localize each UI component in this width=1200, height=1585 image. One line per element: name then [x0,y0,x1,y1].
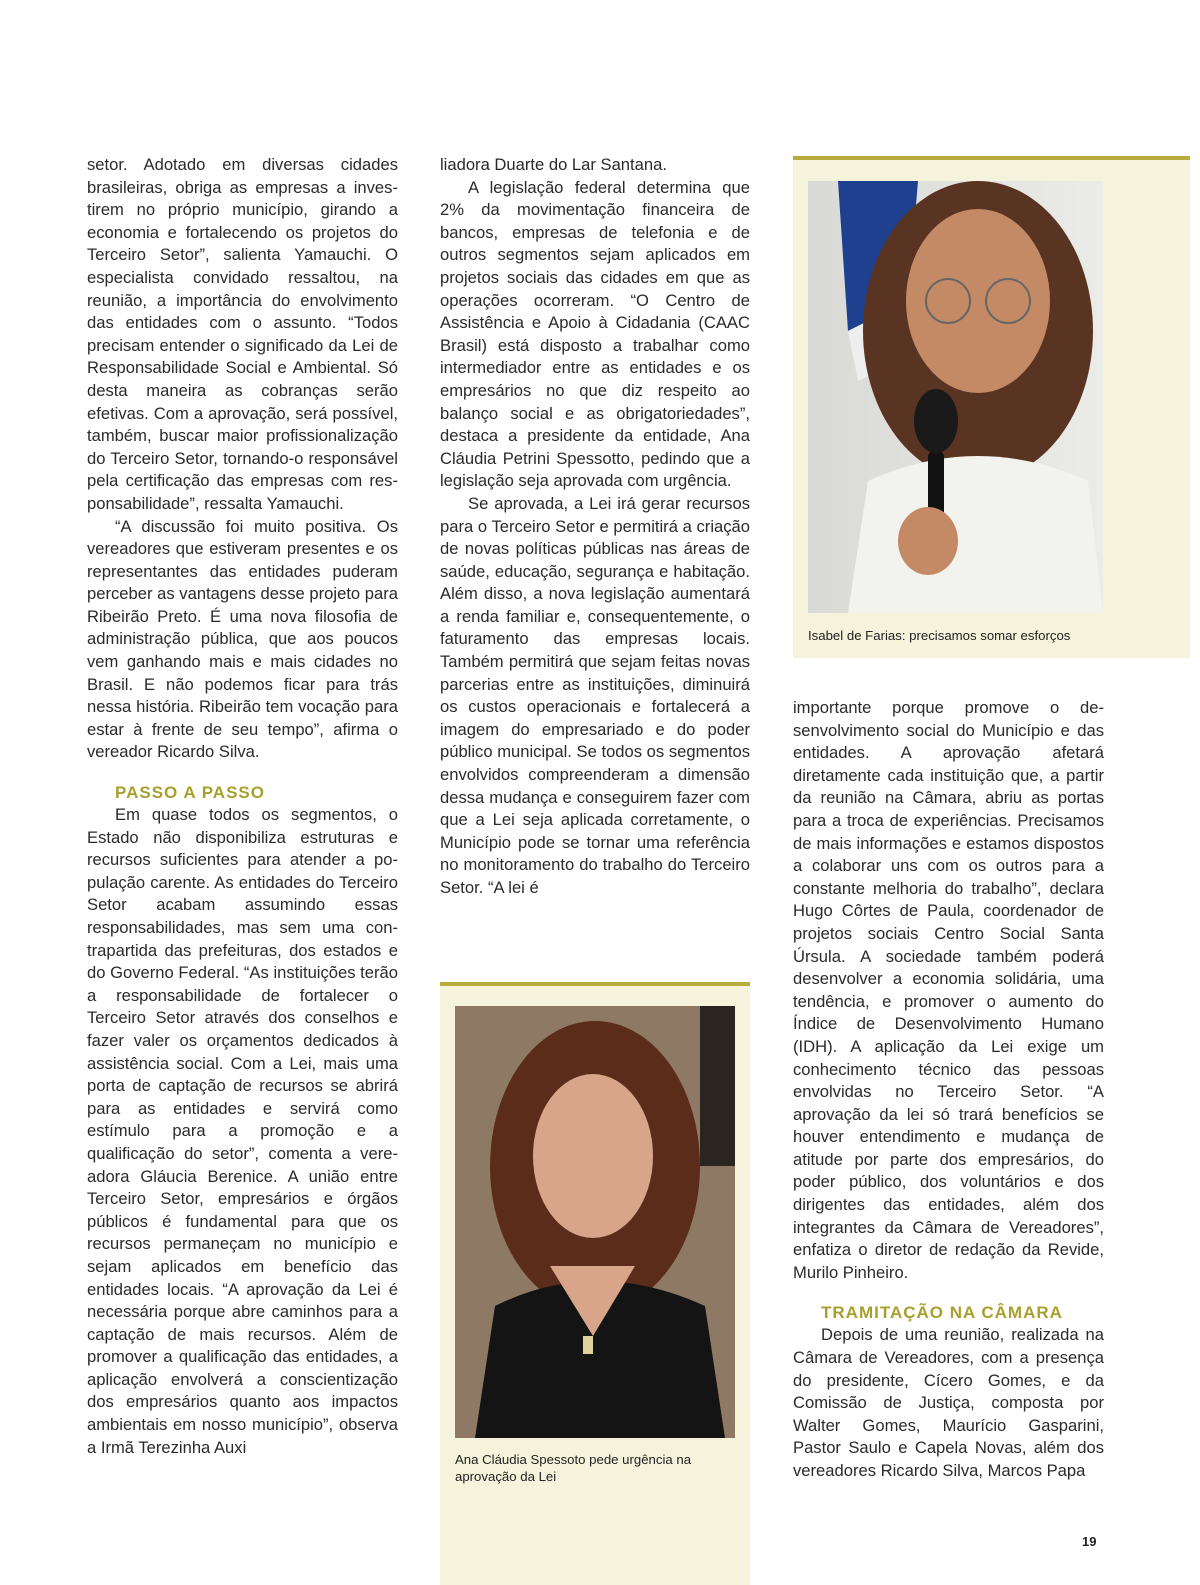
paragraph: importante porque promove o desenvolvimento social do Município e das entidades. A aprovação afetará diretamente cada instituição que, a partir da reunião na Câmara, abriu as portas para a troca de experiências. Precisamos de mais informações e estamos dispostos a colaborar uns com os outros para a constante melhoria do trabalho”, declara Hugo Côrtes de Paula, coordenador de projetos sociais Centro Social Santa Úrsula. A sociedade também poderá desenvolver a economia solidária, uma tendência, e promover o aumento do Índice de Desenvolvimento Humano (IDH). A aplicação da Lei exige um conhecimento técnico das pessoas envolvidas no Terceiro Setor. “A aprovação da lei só trará benefícios se houver entendimento e mudança de atitude por parte dos empresários, do poder público, dos voluntários e dos dirigentes das entidades, além dos integrantes da Câmara de Vereadores”, enfatiza o diretor de redação da Revide, Murilo Pinheiro. [793,698,1104,1282]
paragraph: A legislação federal determina que 2% da movimentação financeira de bancos, empresas de telefonia e de outros segmentos sejam aplicados em projetos sociais das cidades em que as operações ocorreram. “O Centro de Assistência e Apoio à Cidadania (CAAC Brasil) está disposto a trabalhar como intermediador entre as entidades e os empresários no que diz respeito ao balanço social e as obrigatoriedades”, destaca a presidente da entidade, Ana Cláudia Petrini Spessotto, pedindo que a legislação seja aprovada com urgência. [440,177,750,491]
article-column-3 [793,697,1104,1483]
article-column-1 [87,154,398,1459]
paragraph: setor. Adotado em diversas cidades brasileiras, obriga as empresas a investirem no próprio município, girando a economia e fortalecendo os projetos do Terceiro Setor”, salienta Yamauchi. O especialista convidado ressaltou, na reunião, a importância do envolvimento das entidades com o assunto. “Todos precisam entender o significado da Lei de Responsabilidade Social e Ambiental. Só desta maneira as cobranças serão efetivas. Com a aprovação, será possível, também, buscar maior profissionalização do Terceiro Setor, tornando-o responsável pela certificação das empresas com responsabilidade”, ressalta Yamauchi. [87,155,398,513]
article-column-2 [440,154,750,900]
paragraph: “A discussão foi muito positiva. Os vereadores que estiveram presentes e os representantes das entidades puderam perceber as vantagens desse projeto para Ribeirão Preto. É uma nova filosofia de administração pública, que aos poucos vem ganhando mais e mais cidades no Brasil. E não podemos ficar para trás nessa história. Ribeirão tem vocação para estar à frente de seu tempo”, afirma o vereador Ricardo Silva. [87,516,398,762]
paragraph: Em quase todos os segmentos, o Estado não disponibiliza estruturas e recursos suficientes para atender a população carente. As entidades do Terceiro Setor acabam assumindo essas responsabilidades, mas sem uma contrapartida das prefeituras, dos estados e do Governo Federal. “As instituições terão a responsabilidade de fortalecer o Terceiro Setor através dos conselhos e fazer valer os orçamentos dedicados à assistência social. Com a Lei, mais uma porta de captação de recursos se abrirá para as entidades e servirá como estímulo para a promoção e a qualificação do setor”, comenta a vereadora Gláucia Berenice. A união entre Terceiro Setor, empresários e órgãos públicos é fundamental para que os recursos permaneçam no município e sejam aplicados em benefício das entidades locais. “A aprovação da Lei é necessária porque abre caminhos para a captação de mais recursos. Além de promover a qualificação das entidades, a aplicação envolverá a conscientização dos empresários quanto aos impactos ambientais em nosso município”, observa a Irmã Terezinha Auxi [87,805,398,1457]
photo-caption-isabel: Isabel de Farias: precisamos somar esforços [808,628,1071,643]
photo-caption-ana: Ana Cláudia Spessoto pede urgência na aprovação da Lei [455,1452,692,1484]
paragraph: Depois de uma reunião, realizada na Câmara de Vereadores, com a presença do presidente, Cícero Gomes, e da Comissão de Justiça, composta por Walter Gomes, Maurício Gasparini, Pastor Saulo e Capela Novas, além dos vereadores Ricardo Silva, Marcos Papa [793,1325,1104,1480]
photo-ana-claudia-spessoto [455,1006,735,1438]
photo-isabel-de-farias [808,181,1103,613]
paragraph: Se aprovada, a Lei irá gerar recursos para o Terceiro Setor e permitirá a criação de novas políticas públicas nas áreas de saúde, educação, segurança e habitação. Além disso, a nova legislação aumentará a renda familiar e, consequentemente, o faturamento das empresas locais. Também permitirá que sejam feitas novas parcerias entre as instituições, diminuirá os custos operacionais e fortalecerá a imagem do empresariado e do poder público municipal. Se todos os segmentos envolvidos compreenderam a dimensão dessa mudança e conseguirem fazer com que a Lei seja aplicada corretamente, o Município pode se tornar uma referência no monitoramento do trabalho do Terceiro Setor. “A lei é [440,493,750,897]
page-number: 19 [1082,1534,1097,1549]
paragraph: liadora Duarte do Lar Santana. [440,155,667,174]
section-heading-passo-a-passo: PASSO A PASSO [115,783,265,803]
section-heading-tramitacao-na-camara: TRAMITAÇÃO NA CÂMARA [821,1303,1063,1323]
